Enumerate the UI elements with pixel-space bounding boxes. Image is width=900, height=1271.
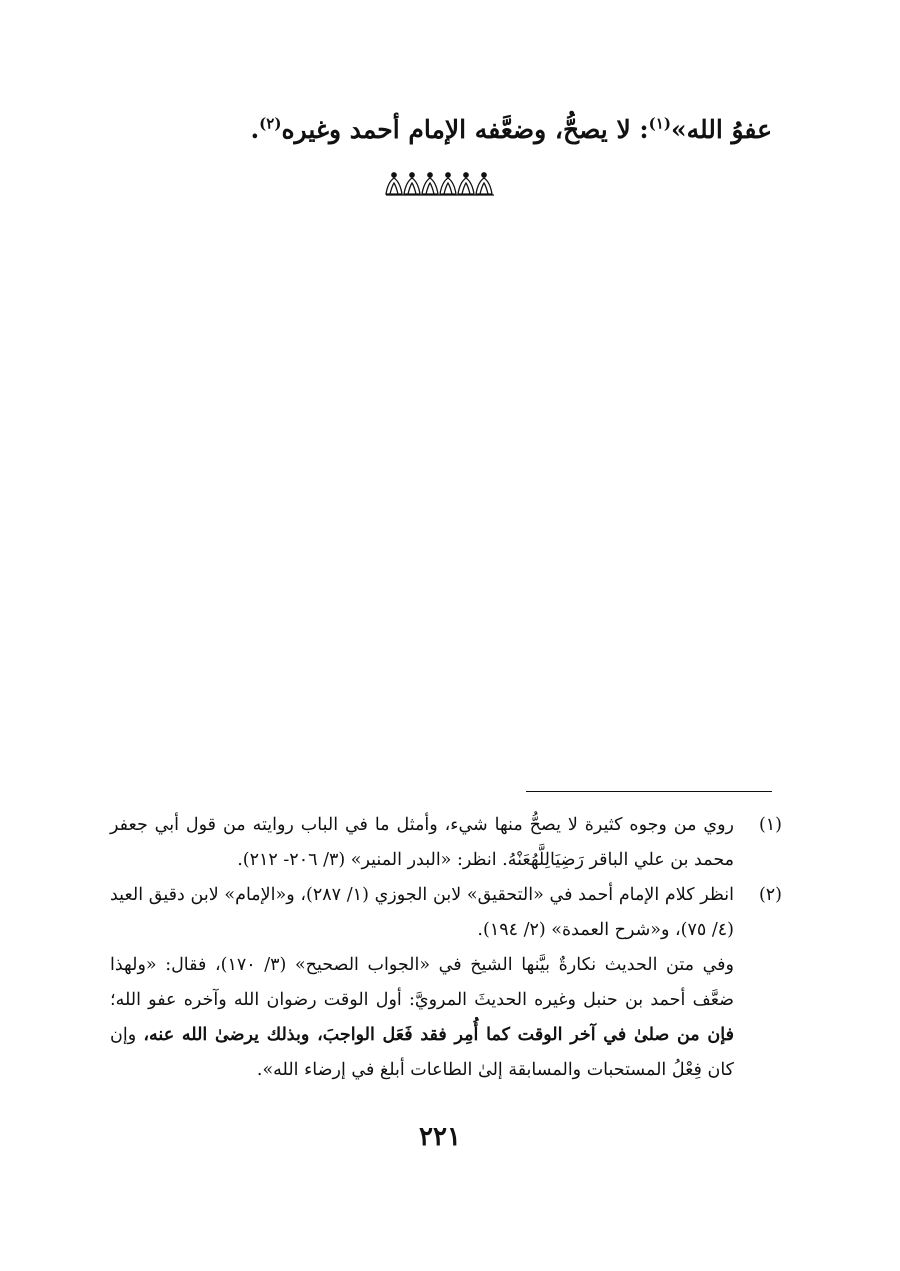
main-text-part2: : لا يصحُّ، وضعَّفه الإمام أحمد وغيره <box>281 115 649 144</box>
floral-ornament-icon <box>384 170 496 196</box>
footnote-separator <box>526 791 772 792</box>
footnote-1 <box>110 808 782 878</box>
continuation-text-2: وإن كان فِعْلُ المستحبات والمسابقة إلىٰ الطاعات أبلغ في إرضاء الله». <box>110 1025 734 1080</box>
footnote-1-text: روي من وجوه كثيرة لا يصحُّ منها شيء، وأمثل ما في الباب روايته من قول أبي جعفر محمد بن علي الباقر رَضِيَالِلَّهُعَنْهُ. انظر: «البدر المنير» (٣/ ٢٠٦- ٢١٢). <box>110 815 734 870</box>
footnote-2 <box>110 878 782 948</box>
footnote-ref-1[interactable]: (١) <box>648 114 671 133</box>
main-text-part1: عفوُ الله» <box>670 115 772 144</box>
footnote-ref-2[interactable]: (٢) <box>259 114 282 133</box>
main-text-line <box>112 108 772 152</box>
main-text-part3: . <box>250 115 260 144</box>
footnote-2-continuation <box>110 948 782 1088</box>
footnotes-section <box>110 808 782 1088</box>
continuation-text-1: وفي متن الحديث نكارةٌ بيَّنها الشيخ في «الجواب الصحيح» (٣/ ١٧٠)، فقال: «ولهذا ضعَّف أحمد بن حنبل وغيره الحديثَ المرويَّ: أول الوقت رضوان الله وآخره عفو الله؛ <box>110 955 734 1010</box>
footnote-2-number: (٢) <box>758 885 782 905</box>
footnote-2-text: انظر كلام الإمام أحمد في «التحقيق» لابن الجوزي (١/ ٢٨٧)، و«الإمام» لابن دقيق العيد (٤/ ٧٥)، و«شرح العمدة» (٢/ ١٩٤). <box>110 885 734 940</box>
continuation-bold-text: فإن من صلىٰ في آخر الوقت كما أُمِر فقد فَعَل الواجبَ، وبذلك يرضىٰ الله عنه، <box>143 1025 734 1045</box>
footnote-1-number: (١) <box>758 815 782 835</box>
page-number: ٢٢١ <box>419 1122 461 1152</box>
